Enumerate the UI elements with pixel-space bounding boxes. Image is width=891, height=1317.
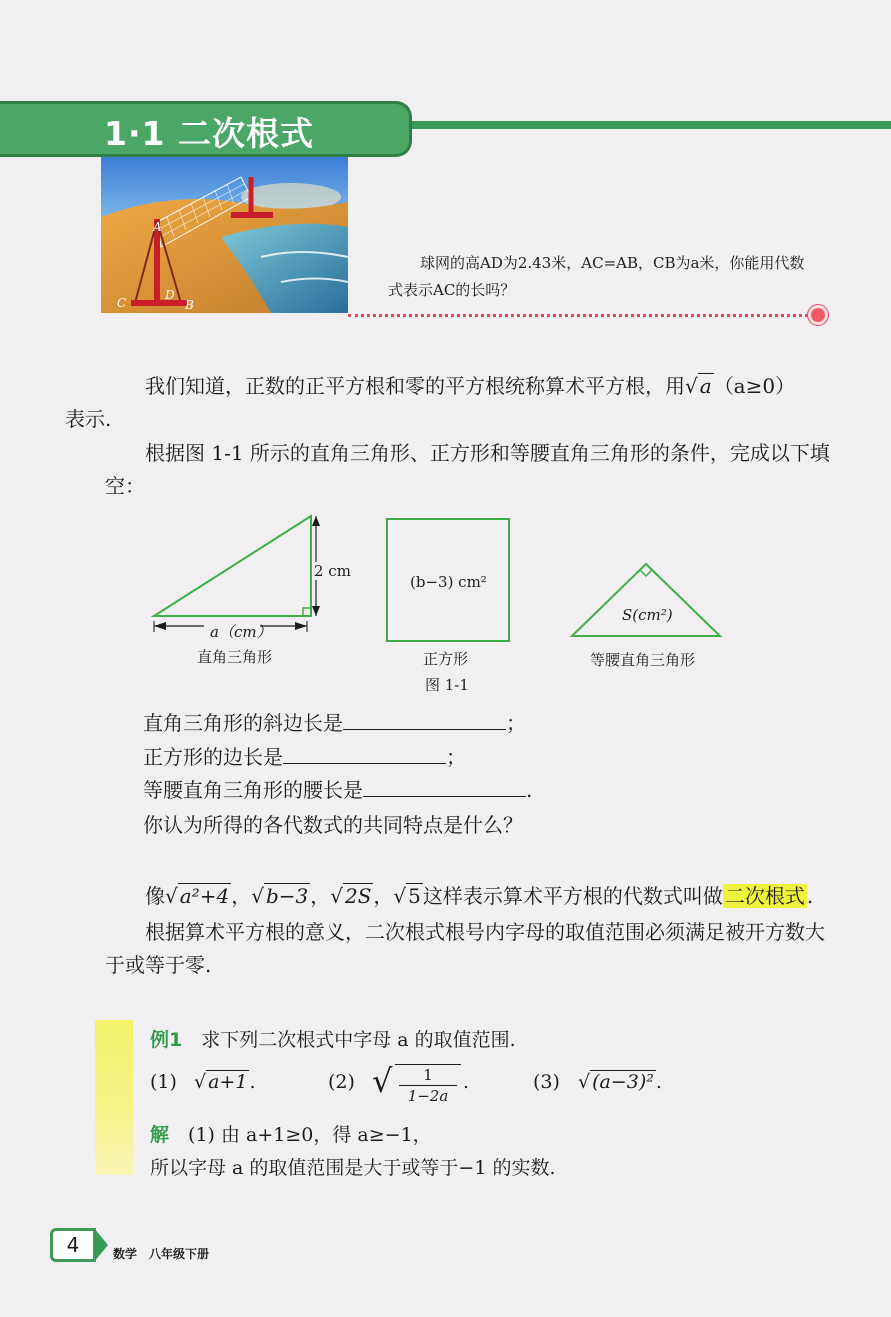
solution-line-1: (1) 由 a+1≥0，得 a≥−1， — [188, 1124, 432, 1146]
question-common-feature: 你认为所得的各代数式的共同特点是什么？ — [143, 813, 523, 837]
isosceles-caption: 等腰直角三角形 — [590, 651, 696, 669]
intro-problem: 球网的高AD为2.43米，AC=AB，CB为a米，你能用代数式表示AC的长吗？ — [388, 254, 805, 299]
solution-line-2: 所以字母 a 的取值范围是大于或等于−1 的实数. — [150, 1157, 556, 1179]
para1-sqrt-radicand: a — [699, 374, 712, 398]
definition-middle: 这样表示算术平方根的代数式叫做 — [422, 884, 723, 908]
figure-label-c: C — [117, 296, 127, 310]
question-isosceles-leg-end: . — [526, 778, 533, 802]
triangle-side-label: 2 cm — [314, 562, 351, 580]
triangle-caption: 直角三角形 — [197, 648, 273, 666]
volleyball-net-illustration — [101, 157, 348, 313]
figure-label-d: D — [165, 288, 175, 302]
paragraph-arithmetic-root — [65, 370, 830, 436]
answer-blank-isosceles-leg[interactable] — [363, 780, 526, 797]
figure-number: 图 1-1 — [425, 676, 469, 694]
sqrt-symbol: √ — [372, 1062, 393, 1100]
sqrt-symbol: √ — [194, 1071, 207, 1093]
example-item2-numerator: 1 — [423, 1066, 433, 1084]
sqrt-symbol: √ — [578, 1071, 591, 1093]
example-item1-expression: a+1 — [208, 1071, 248, 1093]
paragraph-fill-instructions: 根据图 1-1 所示的直角三角形、正方形和等腰直角三角形的条件，完成以下填空： — [105, 441, 830, 498]
solution-label: 解 — [150, 1124, 170, 1146]
example-highlight-bar — [95, 1020, 133, 1175]
divider-end-dot — [808, 305, 828, 325]
sqrt-symbol: √ — [330, 884, 343, 908]
solution-row-1 — [150, 1120, 432, 1147]
example-radical-3: 2S — [344, 884, 372, 908]
sqrt-symbol: √ — [393, 884, 407, 908]
example-radical-1: a²+4 — [179, 884, 230, 908]
dotted-divider — [348, 314, 808, 317]
question-square-side-text: 正方形的边长是 — [143, 745, 283, 769]
question-square-side-end: ； — [446, 745, 466, 769]
isosceles-area-label: S(cm²) — [622, 606, 673, 624]
definition-paragraph: 像√ a²+4 ，√ b−3 ，√ 2S ，√ 5 这样表示算术平方根的代数式叫做 二次根式 . — [145, 884, 814, 908]
definition-range-paragraph: 根据算术平方根的意义，二次根式根号内字母的取值范围必须满足被开方数大于或等于零. — [105, 920, 825, 977]
example-item1-number: (1) — [150, 1071, 177, 1093]
example-radical-2: b−3 — [265, 884, 309, 908]
page-number-arrow — [94, 1228, 108, 1262]
question-hypotenuse-text: 直角三角形的斜边长是 — [143, 711, 343, 735]
question-hypotenuse-end: ； — [506, 711, 526, 735]
example-items-row: (1) √ a+1 . (2) √ $\frac{1}{1-2a}$ . (3) √ (a−3)² . — [150, 1062, 662, 1105]
section-title: 1·1 二次根式 — [104, 114, 314, 153]
example-item3-number: (3) — [533, 1071, 560, 1093]
definition-prefix: 像 — [145, 884, 165, 908]
square-caption: 正方形 — [423, 650, 469, 668]
figure-label-b: B — [185, 298, 194, 312]
example-item2-number: (2) — [328, 1071, 355, 1093]
sqrt-symbol: √ — [251, 884, 264, 908]
example-radical-4: 5 — [408, 884, 421, 908]
question-isosceles-leg-text: 等腰直角三角形的腰长是 — [143, 778, 363, 802]
para1-text-a: 我们知道，正数的正平方根和零的平方根统称算术平方根，用 — [145, 374, 685, 398]
answer-blank-hypotenuse[interactable] — [343, 713, 506, 730]
example-item2-fraction — [395, 1064, 461, 1106]
triangle-base-label: a（cm） — [210, 623, 272, 641]
isosceles-triangle-shape — [572, 564, 720, 636]
para1-text-b: （a≥0） — [713, 374, 796, 398]
term-quadratic-radical: 二次根式 — [724, 884, 805, 908]
square-area-label: (b−3) cm² — [410, 573, 487, 591]
question-isosceles-leg — [143, 777, 532, 803]
book-title: 数学 八年级下册 — [113, 1247, 210, 1261]
question-hypotenuse — [143, 710, 526, 736]
answer-blank-square-side[interactable] — [283, 747, 446, 764]
question-square-side — [143, 744, 466, 770]
figure-label-a: A — [153, 220, 162, 234]
para1-text-c: 表示. — [65, 407, 112, 431]
sqrt-symbol: √ — [165, 884, 178, 908]
sqrt-symbol: √ — [685, 374, 698, 398]
example-item3-expression: (a−3)² — [592, 1071, 654, 1093]
example-label: 例1 — [150, 1029, 183, 1051]
right-triangle-shape — [154, 516, 311, 616]
page-number: 4 — [50, 1228, 96, 1262]
header-rule — [405, 121, 891, 129]
example-item2-denominator: 1−2a — [399, 1085, 457, 1106]
example-question: 求下列二次根式中字母 a 的取值范围. — [201, 1029, 516, 1051]
definition-end: . — [806, 884, 814, 908]
example-question-row — [150, 1025, 516, 1052]
